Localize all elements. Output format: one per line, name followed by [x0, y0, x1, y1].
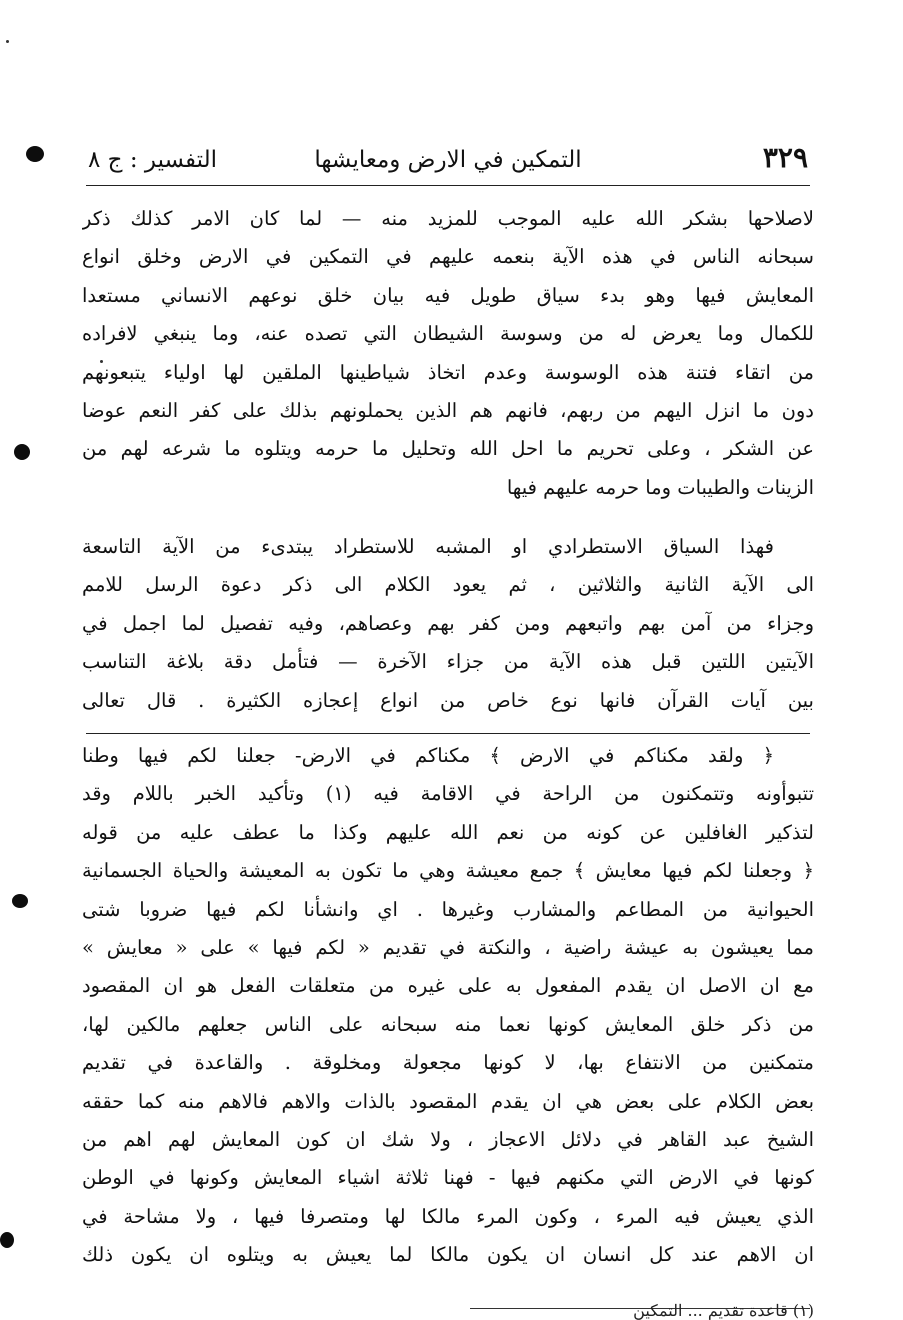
- text-line: تتبوأونه وتتمكنون من الراحة في الاقامة فيه (١) وتأكيد الخبر باللام وقد: [82, 782, 814, 806]
- footnote: (١) قاعدة تقديم ... التمكين: [633, 1301, 814, 1320]
- text-line: الشيخ عبد القاهر في دلائل الاعجاز ، ولا شك ان كون المعايش لهم اهم من: [82, 1127, 814, 1151]
- punch-hole-mark: [12, 894, 28, 908]
- text-line: بعض الكلام على بعض هي ان يقدم المقصود بالذات والاهم فالاهم منه كما حققه: [82, 1089, 814, 1113]
- text-line: الحيوانية من المطاعم والمشارب وغيرها . اي وانشأنا لكم فيها ضروبا شتى: [82, 897, 814, 921]
- text-line: ﴿ ولقد مكناكم في الارض ﴾ مكناكم في الارض- جعلنا لكم فيها وطنا: [82, 744, 774, 767]
- text-line: ﴿ وجعلنا لكم فيها معايش ﴾ جمع معيشة وهي ما تكون به المعيشة والحياة الجسمانية: [82, 859, 814, 883]
- text-line: الآيتين اللتين قبل هذه الآية من جزاء الآخرة — فتأمل دقة بلاغة التناسب: [82, 650, 814, 674]
- scan-speck: [6, 40, 9, 43]
- text-line: بين آيات القرآن فانها نوع خاص من انواع إعجازه الكثيرة . قال تعالى: [82, 688, 814, 712]
- text-line: مع ان الاصل ان يقدم المفعول به على غيره من متعلقات الفعل هو ان المقصود: [82, 974, 814, 998]
- chapter-title: التمكين في الارض ومعايشها: [314, 147, 582, 173]
- text-line: مما يعيشون به عيشة راضية ، والنكتة في تقديم « لكم فيها » على « معايش »: [82, 935, 814, 959]
- text-line: دون ما انزل اليهم من ربهم، فانهم هم الذين يحملونهم بذلك على كفر النعم عوضا: [82, 398, 814, 422]
- text-line: للكمال وما يعرض له من وسوسة الشيطان التي تصده عنه، وما ينبغي لافراده: [82, 322, 814, 346]
- text-line: الى الآية الثانية والثلاثين ، ثم يعود الكلام الى ذكر دعوة الرسل للامم: [82, 573, 814, 597]
- running-header: [88, 140, 808, 184]
- text-line: من ذكر خلق المعايش كونها نعما منه سبحانه على الناس جعلهم مالكين لها،: [82, 1012, 814, 1036]
- text-line: الزينات والطيبات وما حرمه عليهم فيها: [506, 475, 814, 499]
- text-line: كونها في الارض التي مكنهم فيها - فهنا ثلاثة اشياء المعايش وكونها في الوطن: [82, 1166, 814, 1190]
- punch-hole-mark: [26, 146, 44, 162]
- text-line: لاصلاحها بشكر الله عليه الموجب للمزيد منه — لما كان الامر كذلك ذكر: [82, 207, 814, 230]
- paragraph-2: [82, 528, 814, 720]
- page-number: ٣٢٩: [762, 141, 808, 174]
- text-line: المعايش فيها وهو بدء سياق طويل فيه بيان خلق نوعهم الانساني مستعدا: [82, 283, 814, 307]
- book-volume: التفسير : ج ٨: [88, 147, 218, 173]
- text-line: فهذا السياق الاستطرادي او المشبه للاستطراد يبتدىء من الآية التاسعة: [82, 535, 774, 558]
- paragraph-1: [82, 200, 814, 507]
- punch-hole-mark: [0, 1232, 14, 1248]
- text-line: ان الاهم عند كل انسان ان يكون مالكا لما يعيش به ويتلوه ان يكون ذلك: [82, 1243, 814, 1267]
- text-line: عن الشكر ، وعلى تحريم ما احل الله وتحليل ما حرمه ويتلوه ما شرعه لهم من: [82, 437, 814, 461]
- text-line: من اتقاء فتنة هذه الوسوسة وعدم اتخاذ شياطينها الملقين لها اولياء يتبعونهم: [82, 360, 814, 384]
- text-line: سبحانه الناس في هذه الآية بنعمه عليهم في التمكين في الارض وخلق انواع: [82, 245, 814, 269]
- paragraph-3: [82, 737, 814, 1274]
- section-divider: [86, 733, 810, 734]
- text-line: وجزاء من آمن بهم واتبعهم ومن كفر بهم وعصاهم، وفيه تفصيل لما اجمل في: [82, 611, 814, 635]
- text-line: متمكنين من الانتفاع بها، لا كونها مجعولة ومخلوقة . والقاعدة في تقديم: [82, 1051, 814, 1075]
- text-line: لتذكير الغافلين عن كونه من نعم الله عليهم وكذا ما عطف عليه من قوله: [82, 820, 814, 844]
- punch-hole-mark: [14, 444, 30, 460]
- text-line: الذي يعيش فيه المرء ، وكون المرء مالكا لها ومتصرفا فيها ، ولا مشاحة في: [82, 1204, 814, 1228]
- header-rule: [86, 185, 810, 186]
